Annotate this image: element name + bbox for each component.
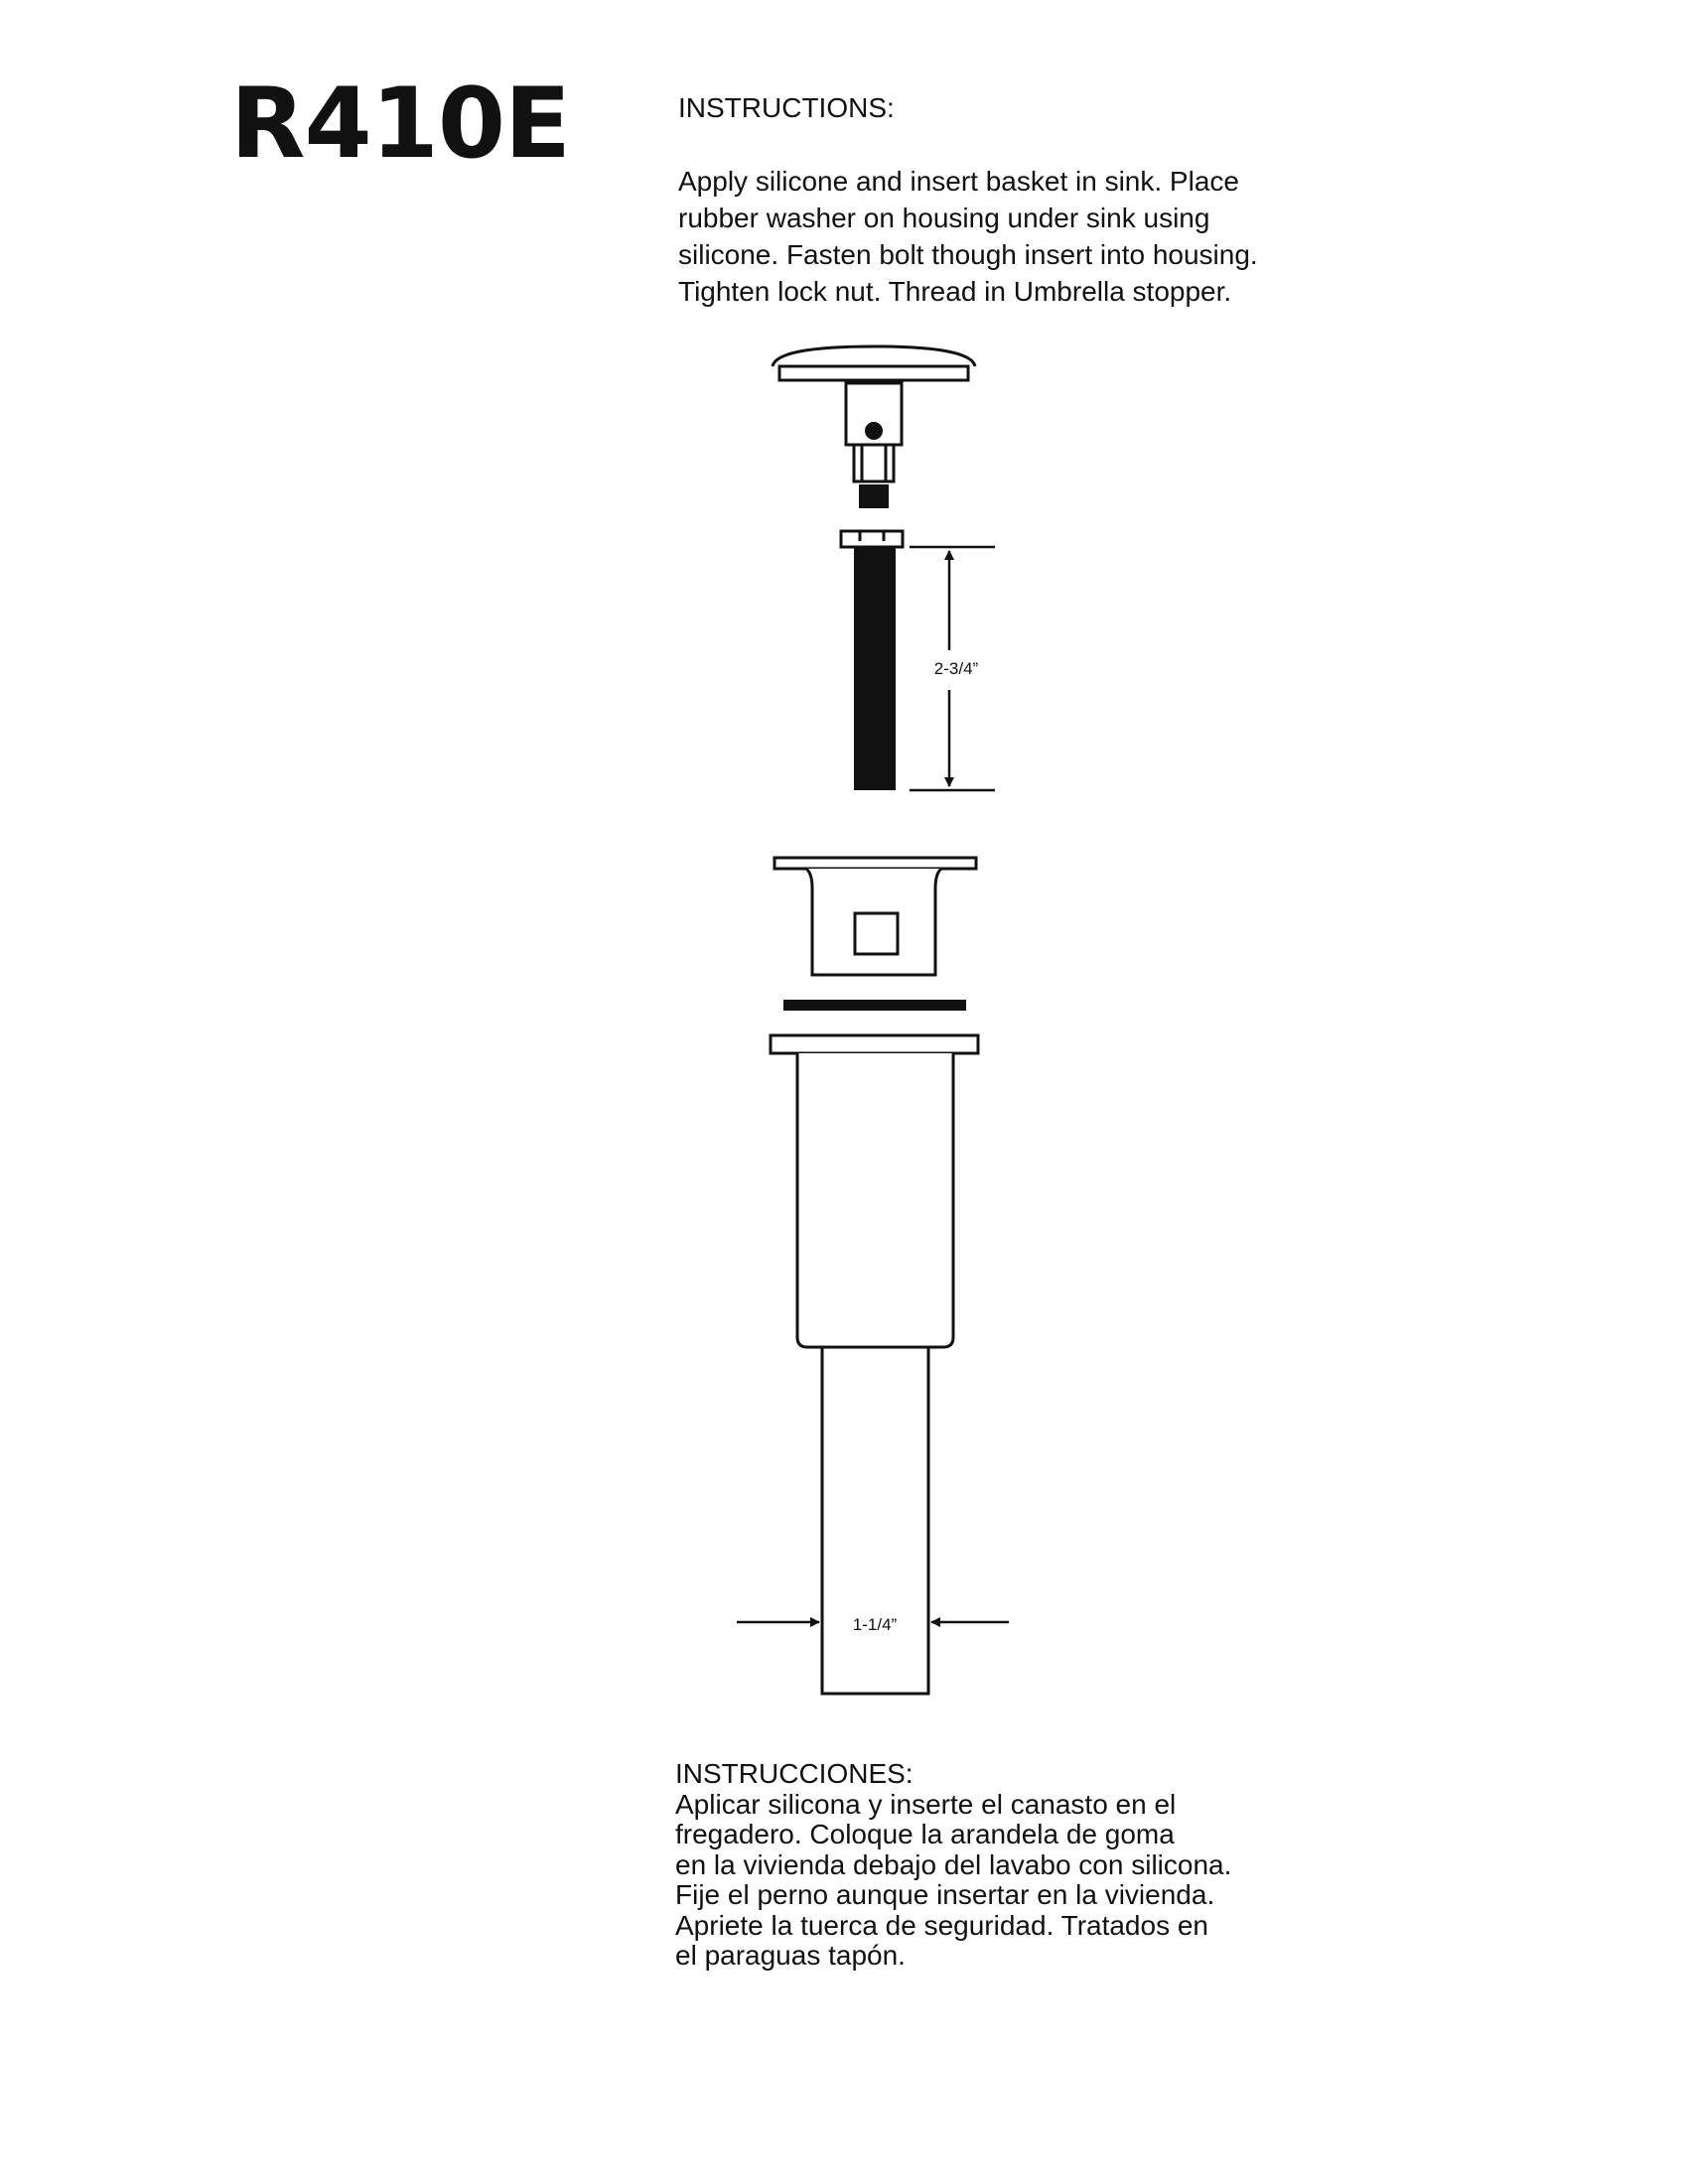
english-instructions-heading: INSTRUCTIONS: — [678, 92, 895, 123]
bolt-length-label: 2-3/4” — [933, 659, 979, 678]
spanish-instruction-line: Fije el perno aunque insertar en la vivienda. — [675, 1879, 1215, 1910]
model-number: R410E — [230, 68, 570, 181]
basket-square-opening — [855, 913, 898, 954]
english-instruction-line: rubber washer on housing under sink using — [678, 203, 1210, 233]
bolt-head — [841, 531, 903, 547]
stopper-rim — [779, 366, 968, 380]
spanish-instruction-line: Aplicar silicona y inserte el canasto en el — [675, 1788, 1177, 1820]
stopper-nut — [859, 484, 889, 508]
housing-body — [797, 1053, 953, 1347]
english-instruction-line: Tighten lock nut. Thread in Umbrella stopper. — [678, 276, 1232, 307]
bolt-shaft — [854, 547, 896, 790]
english-instruction-line: silicone. Fasten bolt though insert into housing. — [678, 239, 1258, 270]
spanish-instructions — [675, 1759, 1370, 1972]
spanish-instructions-heading: INSTRUCCIONES: — [675, 1758, 914, 1789]
umbrella-stopper — [773, 346, 975, 508]
threaded-bolt — [841, 531, 903, 790]
spanish-instruction-line: en la vivienda debajo del lavabo con silicona. — [675, 1848, 1232, 1880]
stopper-cap — [773, 346, 975, 366]
rubber-washer — [783, 1000, 966, 1011]
basket-flange — [774, 858, 976, 869]
basket-insert — [774, 858, 976, 975]
spanish-instruction-line: fregadero. Coloque la arandela de goma — [675, 1819, 1175, 1849]
housing-flange — [771, 1035, 978, 1053]
spanish-instruction-line: Apriete la tuerca de seguridad. Tratados en — [675, 1909, 1209, 1941]
drain-housing — [771, 1035, 978, 1347]
english-instruction-line: Apply silicone and insert basket in sink. Place — [678, 166, 1239, 197]
tailpiece — [822, 1347, 928, 1694]
tailpiece-diameter-label: 1-1/4” — [852, 1615, 898, 1634]
stopper-stem — [854, 445, 894, 481]
spanish-instruction-line: el paraguas tapón. — [675, 1940, 906, 1971]
stopper-pin-hole — [865, 422, 883, 440]
